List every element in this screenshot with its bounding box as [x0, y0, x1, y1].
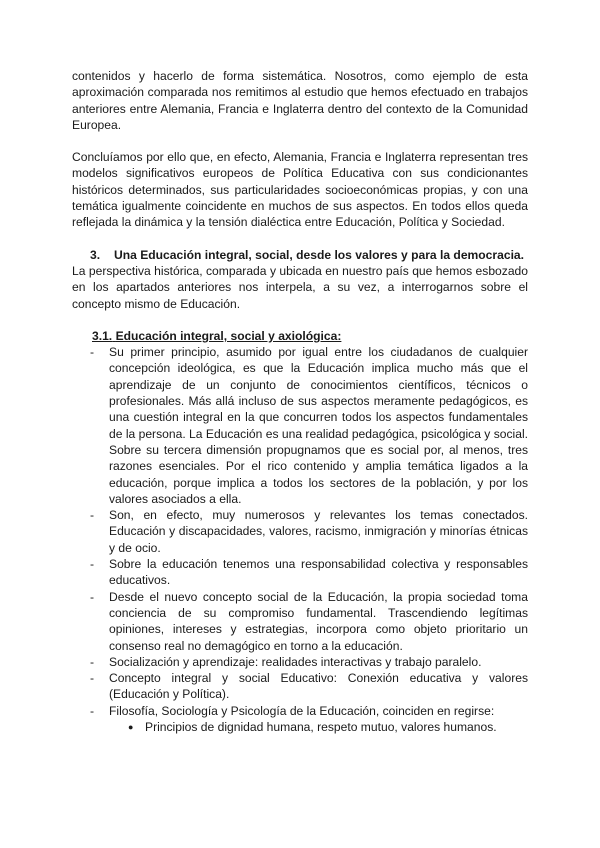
section-3-1-list — [72, 344, 528, 719]
document-page — [72, 68, 528, 735]
sub-list-item — [72, 719, 528, 735]
list-item-text: Filosofía, Sociología y Psicología de la Educación, coinciden en regirse: — [109, 703, 495, 718]
paragraph-conclusion: Concluíamos por ello que, en efecto, Alemania, Francia e Inglaterra representan tres modelos significativos europeos de Política Educativa con sus condicionantes históricos determinados, sus particularidades socioeconómicas propias, y con una temática igualmente coincidente en muchos de sus aspectos. En todos ellos queda reflejada la dinámica y la tensión dialéctica entre Educación, Política y Sociedad. — [72, 150, 528, 230]
section-3-1-number: 3.1. — [92, 328, 113, 343]
paragraph-gap — [72, 231, 528, 247]
section-3-heading — [72, 247, 528, 263]
list-item-text: Desde el nuevo concepto social de la Educación, la propia sociedad toma conciencia de su compromiso fundamental. Trascendiendo legítimas opiniones, intereses y estrategias, incorpora como objeto prioritario un consenso real no demagógico en torno a la educación. — [109, 589, 528, 653]
paragraph-comparative-approach: contenidos y hacerlo de forma sistemática. Nosotros, como ejemplo de esta aproximación comparada nos remitimos al estudio que hemos efectuado en trabajos anteriores entre Alemania, Francia e Inglaterra dentro del contexto de la Comunidad Europea. — [72, 69, 528, 132]
list-item-text: Socialización y aprendizaje: realidades interactivas y trabajo paralelo. — [109, 654, 482, 669]
section-3-1-sublist — [72, 719, 528, 735]
list-item — [72, 654, 528, 670]
list-item-text: Son, en efecto, muy numerosos y relevantes los temas conectados. Educación y discapacidades, valores, racismo, inmigración y minorías étnicas y de ocio. — [109, 508, 528, 555]
dash-bullet: - — [90, 671, 95, 686]
section-3-body: La perspectiva histórica, comparada y ubicada en nuestro país que hemos esbozado en los apartados anteriores nos interpela, a su vez, a interrogarnos sobre el concepto mismo de Educación. — [72, 263, 528, 311]
list-item — [72, 703, 528, 719]
list-item-text: Sobre la educación tenemos una responsabilidad colectiva y responsables educativos. — [109, 557, 528, 588]
section-3-1-heading — [72, 328, 528, 344]
dash-bullet: - — [90, 654, 95, 669]
list-item-text: Concepto integral y social Educativo: Conexión educativa y valores (Educación y Política). — [109, 671, 528, 702]
list-item — [72, 670, 528, 703]
section-3-title: Una Educación integral, social, desde los valores y para la democracia. — [114, 247, 525, 262]
section-3-number: 3. — [90, 247, 101, 262]
paragraph-gap — [72, 133, 528, 149]
list-item — [72, 556, 528, 589]
dash-bullet: - — [90, 589, 95, 604]
list-item-text: Su primer principio, asumido por igual entre los ciudadanos de cualquier concepción ideológica, es que la Educación implica mucho más que el aprendizaje de un conjunto de conocimientos científicos, técnicos o profesionales. Más allá incluso de sus aspectos meramente pedagógicos, es una cuestión integral en la que concurren todos los aspectos fundamentales de la persona. La Educación es una realidad pedagógica, psicológica y social. Sobre su tercera dimensión propugnamos que es social por, al menos, tres razones esenciales. Por el rico contenido y amplia temática ligados a la educación, porque implica a todos los sectores de la población, y por los valores asociados a ella. — [109, 345, 528, 506]
list-item — [72, 344, 528, 507]
paragraph-gap — [72, 312, 528, 328]
dash-bullet: - — [90, 508, 95, 523]
dash-bullet: - — [90, 703, 95, 718]
bullet-dot-icon: ● — [128, 721, 134, 732]
dash-bullet: - — [90, 345, 95, 360]
list-item — [72, 507, 528, 556]
section-3-1-title: Educación integral, social y axiológica: — [115, 328, 342, 343]
list-item — [72, 589, 528, 654]
sub-list-item-text: Principios de dignidad humana, respeto mutuo, valores humanos. — [145, 719, 497, 734]
dash-bullet: - — [90, 557, 95, 572]
